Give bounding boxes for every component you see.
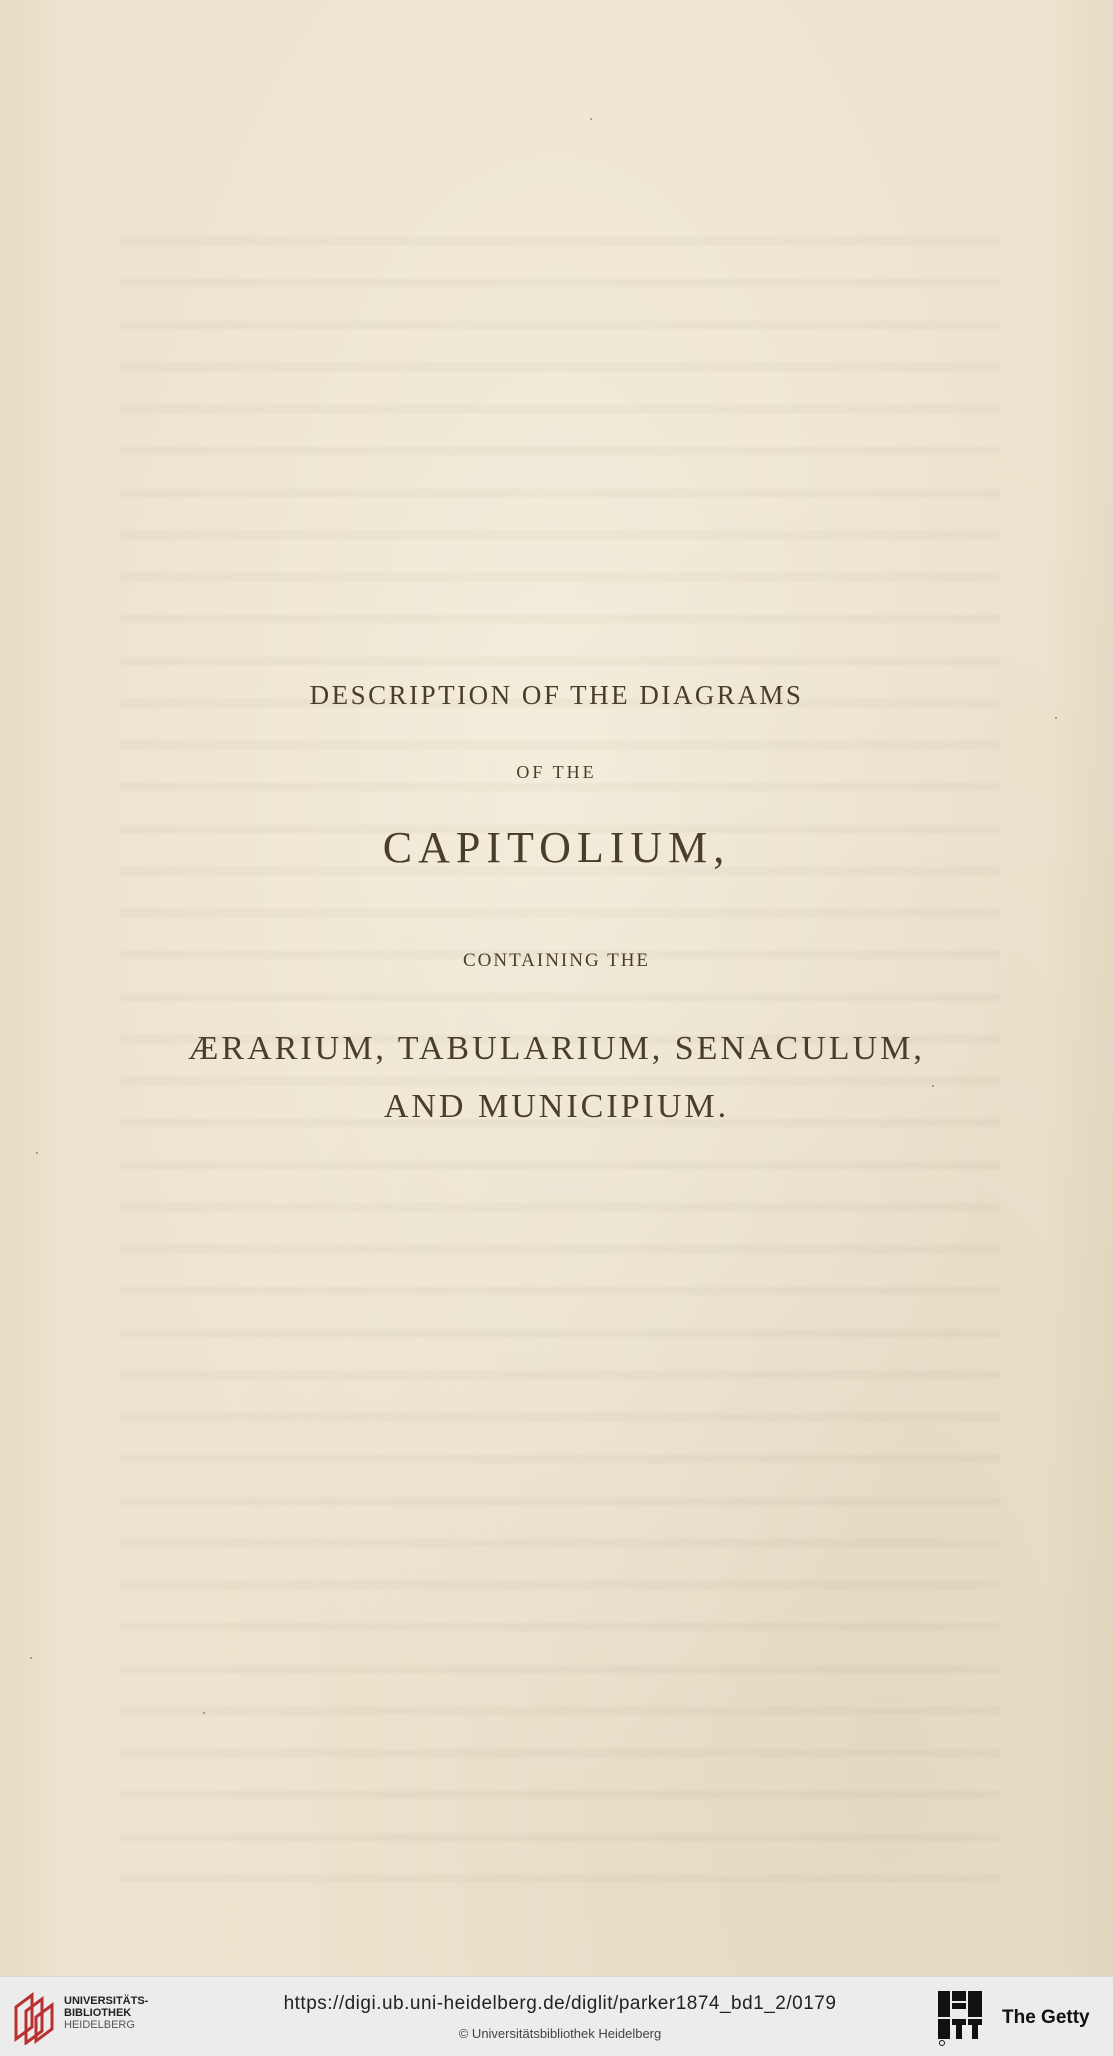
copyright-notice: © Universitätsbibliothek Heidelberg [458, 2026, 662, 2041]
paper-speck [1055, 717, 1057, 719]
permalink-url[interactable]: https://digi.ub.uni-heidelberg.de/diglit/parker1874_bd1_2/0179 [283, 1993, 837, 2014]
library-name: UNIVERSITÄTS- BIBLIOTHEK HEIDELBERG [64, 1995, 149, 2031]
ub-heidelberg-logo-icon[interactable] [12, 1989, 58, 2045]
title-line-containing: CONTAINING THE [462, 950, 651, 971]
title-line-capitolium: CAPITOLIUM, [382, 823, 731, 872]
paper-speck [590, 118, 592, 120]
getty-logo-icon[interactable] [936, 1989, 984, 2047]
show-through-text [120, 0, 1000, 1976]
title-line-description: DESCRIPTION OF THE DIAGRAMS [309, 680, 804, 710]
title-line-of-the: OF THE [516, 762, 597, 782]
paper-speck [932, 1085, 934, 1087]
viewer-footer [0, 1976, 1113, 2056]
paper-speck [36, 1152, 38, 1154]
title-line-municipium: AND MUNICIPIUM. [383, 1088, 730, 1125]
paper-speck [30, 1657, 32, 1659]
partner-name[interactable]: The Getty [1002, 2007, 1090, 2028]
title-line-aerarium: ÆRARIUM, TABULARIUM, SENACULUM, [188, 1030, 925, 1067]
paper-speck [203, 1712, 205, 1714]
